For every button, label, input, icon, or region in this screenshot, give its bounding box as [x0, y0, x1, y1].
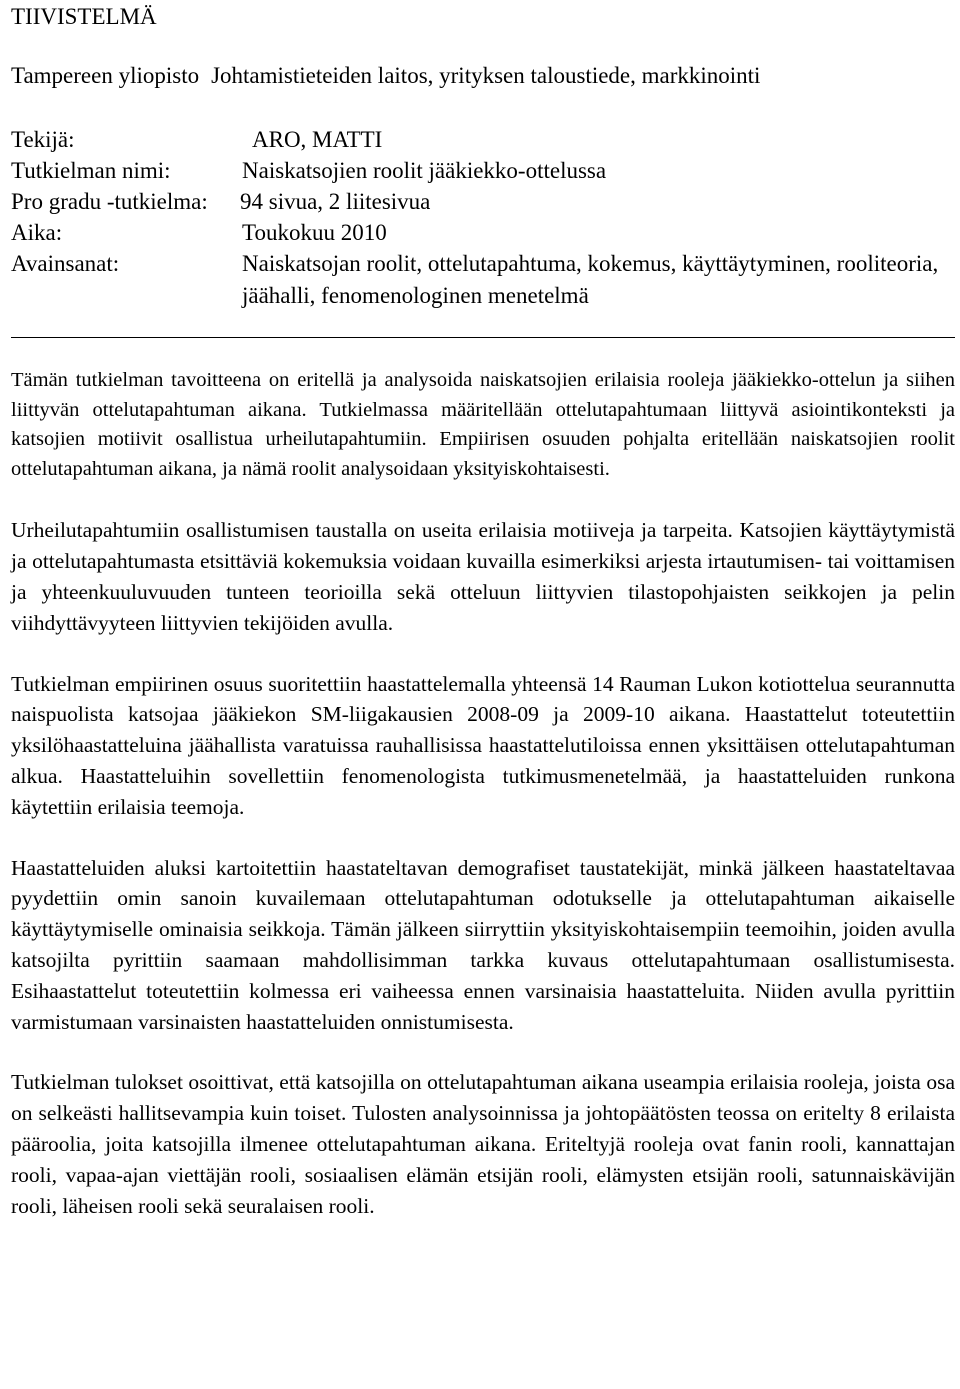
department-name: Johtamistieteiden laitos, yrityksen taloustiede, markkinointi [211, 63, 761, 88]
thesis-name-row [11, 155, 955, 186]
page-title: TIIVISTELMÄ [11, 4, 157, 29]
author-value: ARO, MATTI [252, 127, 383, 152]
abstract-body [11, 366, 955, 1251]
university-name: Tampereen yliopisto [11, 63, 200, 88]
date-value: Toukokuu 2010 [242, 220, 387, 245]
keywords-label: Avainsanat: [11, 251, 120, 276]
keywords-row [11, 248, 955, 312]
keywords-value: Naiskatsojan roolit, ottelutapahtuma, kokemus, käyttäytyminen, rooliteoria, jäähalli, fenomenologinen menetelmä [242, 251, 939, 308]
date-row [11, 217, 955, 248]
abstract-paragraph-4: Haastatteluiden aluksi kartoitettiin haastateltavan demografiset taustatekijät, minkä jälkeen haastateltavaa pyydettiin omin sanoin kuvailemaan ottelutapahtuman odotukselle ja ottelutapahtuman aikaiselle käyttäytymiselle ominaisia seikkoja. Tämän jälkeen siirryttiin yksityiskohtaisempiin teemoihin, joiden avulla katsojilta pyrittiin saamaan mahdollisimman tarkka kuvaus ottelutapahtumaan osallistumisesta. Esihaastattelut toteutettiin kolmessa eri vaiheessa ennen varsinaisia haastatteluita. Niiden avulla pyrittiin varmistumaan varsinaisten haastatteluiden onnistumisesta. [11, 855, 955, 1034]
date-label: Aika: [11, 220, 63, 245]
section-divider [11, 337, 955, 338]
abstract-paragraph-1: Tämän tutkielman tavoitteena on eritellä ja analysoida naiskatsojien erilaisia rooleja jääkiekko-ottelun ja siihen liittyvän ottelutapahtuman aikana. Tutkielmassa määritellään ottelutapahtumaan liittyvä asiointikonteksti ja katsojien motiivit osallistua urheilutapahtumiin. Empiirisen osuuden pohjalta eritellään naiskatsojien roolit ottelutapahtuman aikana, ja nämä roolit analysoidaan yksityiskohtaisesti. [11, 369, 955, 480]
abstract-paragraph-5: Tutkielman tulokset osoittivat, että katsojilla on ottelutapahtuman aikana useampia erilaisia rooleja, joista osa on selkeästi hallitsevampia kuin toiset. Tulosten analysoinnissa ja johtopäätösten teossa on eritelty 8 erilaista pääroolia, joita katsojilla ilmenee ottelutapahtuman aikana. Eriteltyjä rooleja ovat fanin rooli, kannattajan rooli, vapaa-ajan viettäjän rooli, sosiaalisen elämän etsijän rooli, elämysten etsijän rooli, satunnaiskävijän rooli, läheisen rooli sekä seuralaisen rooli. [11, 1070, 955, 1218]
abstract-paragraph-3: Tutkielman empiirinen osuus suoritettiin haastattelemalla yhteensä 14 Rauman Lukon kotiottelua seurannutta naispuolista katsojaa jääkiekon SM-liigakausien 2008-09 ja 2009-10 aikana. Haastattelut toteutettiin yksilöhaastatteluina jäähallista varatuissa rauhallisissa haastattelutiloissa ennen yksittäisen ottelutapahtuman alkua. Haastatteluihin sovellettiin fenomenologista tutkimusmenetelmää, ja haastatteluiden runkona käytettiin erilaisia teemoja. [11, 671, 955, 819]
abstract-paragraph-2: Urheilutapahtumiin osallistumisen taustalla on useita erilaisia motiiveja ja tarpeita. Katsojien käyttäytymistä ja ottelutapahtumasta etsittäviä kokemuksia voidaan kuvailla esimerkiksi arjesta irtautumisen- tai voittamisen ja yhteenkuuluvuuden tunteen teorioilla sekä otteluun liittyvien tilastopohjaisten seikkojen ja pelin viihdyttävyyteen liittyvien tekijöiden avulla. [11, 518, 955, 635]
thesis-pages-row [11, 186, 955, 217]
author-row [11, 124, 955, 155]
author-label: Tekijä: [11, 127, 75, 152]
affiliation-line [11, 62, 760, 90]
thesis-name-label: Tutkielman nimi: [11, 158, 171, 183]
thesis-metadata [11, 124, 955, 312]
thesis-name-value: Naiskatsojien roolit jääkiekko-ottelussa [242, 158, 607, 183]
thesis-pages-value: 94 sivua, 2 liitesivua [240, 189, 431, 214]
thesis-pages-label: Pro gradu -tutkielma: [11, 189, 208, 214]
